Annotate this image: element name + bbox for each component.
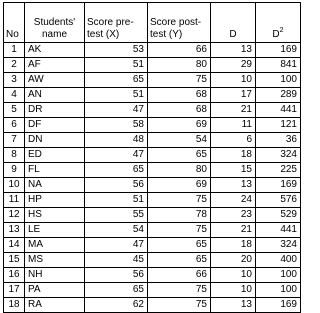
cell-no: 11 [4, 193, 25, 208]
cell-no: 16 [4, 268, 25, 283]
cell-student-name: HS [25, 208, 85, 223]
cell-score-post-test: 80 [148, 58, 211, 73]
table-row [4, 148, 301, 163]
cell-score-pre-test: 65 [85, 73, 148, 88]
cell-d-squared: 841 [256, 58, 301, 73]
cell-student-name: ED [25, 148, 85, 163]
cell-score-post-test: 65 [148, 148, 211, 163]
cell-score-pre-test: 56 [85, 178, 148, 193]
table-header-row [4, 3, 301, 43]
table-row [4, 238, 301, 253]
cell-student-name: DF [25, 118, 85, 133]
cell-score-pre-test: 55 [85, 208, 148, 223]
cell-score-pre-test: 45 [85, 253, 148, 268]
cell-d-squared: 225 [256, 163, 301, 178]
table-row [4, 268, 301, 283]
table-row [4, 223, 301, 238]
cell-student-name: RA [25, 298, 85, 313]
cell-score-post-test: 65 [148, 253, 211, 268]
cell-d-squared: 100 [256, 268, 301, 283]
cell-no: 2 [4, 58, 25, 73]
cell-d: 21 [211, 223, 256, 238]
cell-d: 15 [211, 163, 256, 178]
cell-d-squared: 441 [256, 103, 301, 118]
table-row [4, 88, 301, 103]
cell-d: 11 [211, 118, 256, 133]
cell-d: 10 [211, 283, 256, 298]
cell-no: 4 [4, 88, 25, 103]
cell-no: 9 [4, 163, 25, 178]
table-row [4, 283, 301, 298]
cell-no: 10 [4, 178, 25, 193]
cell-d: 18 [211, 238, 256, 253]
cell-score-post-test: 65 [148, 238, 211, 253]
cell-no: 18 [4, 298, 25, 313]
header-score-pre-test: Score pre-test (X) [85, 3, 148, 43]
cell-d: 23 [211, 208, 256, 223]
cell-d: 6 [211, 133, 256, 148]
cell-d: 13 [211, 298, 256, 313]
cell-d: 18 [211, 148, 256, 163]
table-row [4, 58, 301, 73]
cell-d: 10 [211, 268, 256, 283]
cell-no: 15 [4, 253, 25, 268]
cell-student-name: AF [25, 58, 85, 73]
cell-score-pre-test: 58 [85, 118, 148, 133]
cell-score-pre-test: 51 [85, 88, 148, 103]
header-d: D [211, 3, 256, 43]
cell-score-pre-test: 65 [85, 163, 148, 178]
cell-score-post-test: 66 [148, 268, 211, 283]
cell-d: 17 [211, 88, 256, 103]
cell-d-squared: 169 [256, 178, 301, 193]
cell-d: 21 [211, 103, 256, 118]
cell-score-post-test: 69 [148, 178, 211, 193]
cell-student-name: PA [25, 283, 85, 298]
table-row [4, 43, 301, 58]
table-row [4, 103, 301, 118]
cell-d-squared: 121 [256, 118, 301, 133]
table-row [4, 163, 301, 178]
header-score-post-test: Score post-test (Y) [148, 3, 211, 43]
cell-d-squared: 529 [256, 208, 301, 223]
cell-no: 6 [4, 118, 25, 133]
cell-d: 20 [211, 253, 256, 268]
cell-student-name: DN [25, 133, 85, 148]
cell-score-post-test: 75 [148, 283, 211, 298]
cell-score-post-test: 68 [148, 88, 211, 103]
cell-student-name: FL [25, 163, 85, 178]
cell-no: 1 [4, 43, 25, 58]
cell-score-post-test: 69 [148, 118, 211, 133]
table-row [4, 193, 301, 208]
cell-d-squared: 324 [256, 238, 301, 253]
table-row [4, 73, 301, 88]
cell-student-name: AK [25, 43, 85, 58]
cell-d-squared: 100 [256, 283, 301, 298]
cell-score-pre-test: 65 [85, 283, 148, 298]
cell-score-pre-test: 56 [85, 268, 148, 283]
cell-score-pre-test: 47 [85, 103, 148, 118]
cell-score-pre-test: 53 [85, 43, 148, 58]
cell-d-squared: 441 [256, 223, 301, 238]
cell-score-pre-test: 51 [85, 58, 148, 73]
cell-score-pre-test: 51 [85, 193, 148, 208]
cell-no: 7 [4, 133, 25, 148]
cell-score-post-test: 54 [148, 133, 211, 148]
cell-d-squared: 400 [256, 253, 301, 268]
cell-student-name: NH [25, 268, 85, 283]
cell-no: 17 [4, 283, 25, 298]
cell-d: 13 [211, 178, 256, 193]
cell-d-squared: 100 [256, 73, 301, 88]
cell-student-name: HP [25, 193, 85, 208]
cell-student-name: DR [25, 103, 85, 118]
cell-student-name: MS [25, 253, 85, 268]
cell-d-squared: 169 [256, 43, 301, 58]
table-row [4, 133, 301, 148]
cell-student-name: NA [25, 178, 85, 193]
cell-no: 5 [4, 103, 25, 118]
table-row [4, 208, 301, 223]
cell-score-post-test: 80 [148, 163, 211, 178]
cell-d: 29 [211, 58, 256, 73]
cell-d: 24 [211, 193, 256, 208]
cell-score-post-test: 75 [148, 223, 211, 238]
cell-score-post-test: 78 [148, 208, 211, 223]
cell-score-pre-test: 62 [85, 298, 148, 313]
table-row [4, 253, 301, 268]
cell-no: 8 [4, 148, 25, 163]
cell-score-post-test: 75 [148, 73, 211, 88]
cell-d: 13 [211, 43, 256, 58]
cell-score-post-test: 68 [148, 103, 211, 118]
cell-no: 3 [4, 73, 25, 88]
cell-d-squared: 36 [256, 133, 301, 148]
table-row [4, 118, 301, 133]
cell-d-squared: 289 [256, 88, 301, 103]
cell-d: 10 [211, 73, 256, 88]
cell-score-pre-test: 47 [85, 148, 148, 163]
cell-student-name: AW [25, 73, 85, 88]
cell-d-squared: 324 [256, 148, 301, 163]
table-row [4, 178, 301, 193]
table-row [4, 298, 301, 313]
cell-score-post-test: 75 [148, 298, 211, 313]
cell-no: 13 [4, 223, 25, 238]
cell-no: 14 [4, 238, 25, 253]
cell-d-squared: 576 [256, 193, 301, 208]
header-d-squared: $D^2$ [256, 3, 301, 43]
cell-student-name: AN [25, 88, 85, 103]
cell-score-pre-test: 47 [85, 238, 148, 253]
header-students-name: Students' name [25, 3, 85, 43]
cell-score-post-test: 75 [148, 193, 211, 208]
cell-d-squared: 169 [256, 298, 301, 313]
cell-student-name: MA [25, 238, 85, 253]
cell-score-pre-test: 48 [85, 133, 148, 148]
cell-score-post-test: 66 [148, 43, 211, 58]
cell-score-pre-test: 54 [85, 223, 148, 238]
cell-student-name: LE [25, 223, 85, 238]
scores-table [3, 2, 301, 313]
cell-no: 12 [4, 208, 25, 223]
header-no: No [4, 3, 25, 43]
